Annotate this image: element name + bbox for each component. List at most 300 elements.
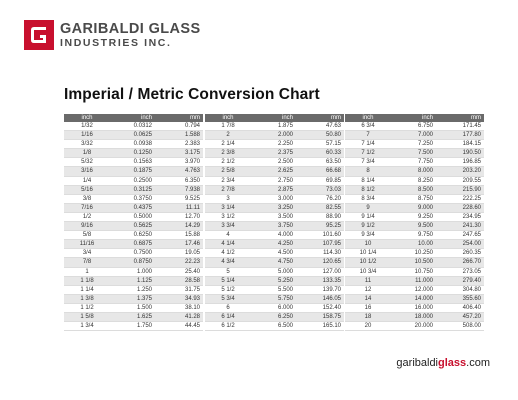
cell-mm: 7.938: [155, 185, 203, 194]
table-row: [345, 131, 484, 140]
cell-inch-decimal: 3.250: [251, 203, 296, 212]
cell-mm: 25.40: [155, 267, 203, 276]
cell-mm: 28.58: [155, 276, 203, 285]
table-row: [205, 267, 344, 276]
cell-mm: 260.35: [436, 249, 484, 258]
cell-inch-fraction: 1 1/8: [64, 276, 110, 285]
cell-inch-fraction: 18: [345, 312, 391, 321]
cell-inch-decimal: 7.500: [391, 149, 436, 158]
cell-inch-fraction: 1/8: [64, 149, 110, 158]
cell-inch-decimal: 10.500: [391, 258, 436, 267]
cell-mm: 165.10: [296, 322, 344, 331]
cell-inch-fraction: 9: [345, 203, 391, 212]
table-row: [205, 194, 344, 203]
cell-inch-decimal: 0.3750: [110, 194, 155, 203]
cell-inch-fraction: 8 3/4: [345, 194, 391, 203]
table-row: [64, 231, 203, 240]
cell-inch-fraction: 5/32: [64, 158, 110, 167]
cell-mm: 114.30: [296, 249, 344, 258]
table-row: [64, 312, 203, 321]
cell-mm: 12.70: [155, 212, 203, 221]
header-inch-fraction: inch: [205, 114, 251, 122]
table-row: [345, 294, 484, 303]
cell-mm: 139.70: [296, 285, 344, 294]
cell-mm: 0.794: [155, 122, 203, 131]
cell-mm: 4.763: [155, 167, 203, 176]
table-row: [345, 212, 484, 221]
cell-inch-fraction: 1/32: [64, 122, 110, 131]
cell-inch-decimal: 6.000: [251, 303, 296, 312]
cell-inch-fraction: 8 1/4: [345, 176, 391, 185]
table-row: [64, 167, 203, 176]
cell-inch-fraction: 7/16: [64, 203, 110, 212]
table-row: [64, 158, 203, 167]
table-row: [205, 322, 344, 331]
table-header-row: [64, 114, 203, 122]
cell-inch-fraction: 10 3/4: [345, 267, 391, 276]
cell-inch-fraction: 2 1/4: [205, 140, 251, 149]
cell-inch-fraction: 4 1/4: [205, 240, 251, 249]
cell-mm: 196.85: [436, 158, 484, 167]
cell-inch-decimal: 1.125: [110, 276, 155, 285]
cell-inch-fraction: 7/8: [64, 258, 110, 267]
cell-inch-fraction: 9 3/4: [345, 231, 391, 240]
cell-mm: 222.25: [436, 194, 484, 203]
cell-inch-decimal: 5.000: [251, 267, 296, 276]
table-row: [345, 185, 484, 194]
cell-mm: 17.46: [155, 240, 203, 249]
cell-mm: 304.80: [436, 285, 484, 294]
cell-mm: 355.60: [436, 294, 484, 303]
cell-inch-decimal: 18.000: [391, 312, 436, 321]
cell-inch-fraction: 20: [345, 322, 391, 331]
garibaldi-logo-icon: [24, 20, 54, 50]
table-row: [205, 149, 344, 158]
cell-inch-decimal: 8.750: [391, 194, 436, 203]
cell-inch-decimal: 16.000: [391, 303, 436, 312]
website-link[interactable]: [396, 357, 490, 369]
header-inch-fraction: inch: [64, 114, 110, 122]
cell-inch-fraction: 9 1/4: [345, 212, 391, 221]
table-row: [205, 122, 344, 131]
cell-inch-fraction: 12: [345, 285, 391, 294]
table-row: [345, 231, 484, 240]
table-row: [205, 176, 344, 185]
header-inch-decimal: inch: [110, 114, 155, 122]
table-row: [205, 294, 344, 303]
cell-mm: 177.80: [436, 131, 484, 140]
cell-inch-fraction: 4 3/4: [205, 258, 251, 267]
cell-inch-fraction: 7 1/4: [345, 140, 391, 149]
table-row: [345, 203, 484, 212]
cell-inch-fraction: 7 3/4: [345, 158, 391, 167]
cell-inch-fraction: 2 3/4: [205, 176, 251, 185]
cell-mm: 241.30: [436, 222, 484, 231]
cell-inch-decimal: 8.250: [391, 176, 436, 185]
cell-mm: 38.10: [155, 303, 203, 312]
table-row: [205, 312, 344, 321]
cell-inch-decimal: 2.875: [251, 185, 296, 194]
cell-inch-decimal: 2.625: [251, 167, 296, 176]
cell-mm: 215.90: [436, 185, 484, 194]
table-row: [345, 140, 484, 149]
cell-inch-decimal: 6.250: [251, 312, 296, 321]
cell-inch-decimal: 1.875: [251, 122, 296, 131]
cell-inch-decimal: 0.1875: [110, 167, 155, 176]
cell-mm: 209.55: [436, 176, 484, 185]
cell-inch-fraction: 1 5/8: [64, 312, 110, 321]
cell-inch-decimal: 4.000: [251, 231, 296, 240]
cell-inch-decimal: 0.5625: [110, 222, 155, 231]
cell-mm: 184.15: [436, 140, 484, 149]
cell-inch-fraction: 5 1/2: [205, 285, 251, 294]
cell-mm: 3.175: [155, 149, 203, 158]
table-row: [345, 222, 484, 231]
cell-inch-fraction: 9/16: [64, 222, 110, 231]
cell-inch-fraction: 7: [345, 131, 391, 140]
header-mm: mm: [155, 114, 203, 122]
table-row: [345, 285, 484, 294]
table-row: [345, 167, 484, 176]
cell-mm: 34.93: [155, 294, 203, 303]
cell-inch-fraction: 5/16: [64, 185, 110, 194]
cell-mm: 146.05: [296, 294, 344, 303]
table-row: [64, 222, 203, 231]
cell-mm: 457.20: [436, 312, 484, 321]
cell-inch-decimal: 2.750: [251, 176, 296, 185]
cell-inch-fraction: 6 3/4: [345, 122, 391, 131]
cell-inch-decimal: 1.375: [110, 294, 155, 303]
cell-mm: 60.33: [296, 149, 344, 158]
cell-mm: 228.60: [436, 203, 484, 212]
table-row: [205, 303, 344, 312]
table-row: [345, 276, 484, 285]
table-row: [64, 203, 203, 212]
cell-inch-fraction: 10 1/2: [345, 258, 391, 267]
cell-mm: 82.55: [296, 203, 344, 212]
cell-inch-fraction: 1 3/8: [64, 294, 110, 303]
table-row: [345, 258, 484, 267]
website-link-prefix: garibaldi: [396, 357, 439, 369]
cell-inch-fraction: 2 7/8: [205, 185, 251, 194]
cell-inch-decimal: 10.00: [391, 240, 436, 249]
cell-inch-fraction: 3 1/2: [205, 212, 251, 221]
cell-inch-decimal: 0.0312: [110, 122, 155, 131]
cell-mm: 73.03: [296, 185, 344, 194]
table-row: [345, 312, 484, 321]
table-row: [64, 276, 203, 285]
cell-mm: 57.15: [296, 140, 344, 149]
cell-inch-decimal: 5.250: [251, 276, 296, 285]
table-row: [205, 212, 344, 221]
cell-inch-fraction: 14: [345, 294, 391, 303]
cell-inch-decimal: 20.000: [391, 322, 436, 331]
cell-inch-decimal: 4.750: [251, 258, 296, 267]
cell-inch-fraction: 3: [205, 194, 251, 203]
cell-inch-fraction: 7 1/2: [345, 149, 391, 158]
cell-mm: 63.50: [296, 158, 344, 167]
cell-mm: 234.95: [436, 212, 484, 221]
table-row: [345, 158, 484, 167]
cell-mm: 95.25: [296, 222, 344, 231]
table-row: [205, 222, 344, 231]
cell-inch-decimal: 0.0938: [110, 140, 155, 149]
table-row: [205, 203, 344, 212]
cell-inch-decimal: 6.750: [391, 122, 436, 131]
cell-mm: 2.383: [155, 140, 203, 149]
table-row: [64, 185, 203, 194]
table-row: [205, 258, 344, 267]
table-row: [64, 258, 203, 267]
cell-inch-fraction: 1 7/8: [205, 122, 251, 131]
cell-mm: 279.40: [436, 276, 484, 285]
brand-name-line1: GARIBALDI GLASS: [60, 20, 201, 37]
cell-mm: 508.00: [436, 322, 484, 331]
cell-inch-decimal: 1.625: [110, 312, 155, 321]
table-row: [205, 249, 344, 258]
cell-mm: 19.05: [155, 249, 203, 258]
cell-inch-decimal: 14.000: [391, 294, 436, 303]
cell-inch-decimal: 6.500: [251, 322, 296, 331]
cell-mm: 88.90: [296, 212, 344, 221]
cell-inch-fraction: 1/2: [64, 212, 110, 221]
cell-mm: 76.20: [296, 194, 344, 203]
cell-inch-decimal: 11.000: [391, 276, 436, 285]
cell-inch-decimal: 10.250: [391, 249, 436, 258]
cell-inch-fraction: 3/16: [64, 167, 110, 176]
cell-inch-fraction: 4 1/2: [205, 249, 251, 258]
page-title: Imperial / Metric Conversion Chart: [64, 86, 320, 103]
cell-inch-decimal: 1.750: [110, 322, 155, 331]
table-row: [64, 240, 203, 249]
table-row: [64, 303, 203, 312]
cell-inch-decimal: 1.250: [110, 285, 155, 294]
cell-inch-fraction: 11: [345, 276, 391, 285]
cell-inch-fraction: 5: [205, 267, 251, 276]
cell-inch-decimal: 2.250: [251, 140, 296, 149]
cell-inch-decimal: 0.1563: [110, 158, 155, 167]
table-row: [345, 176, 484, 185]
cell-inch-fraction: 3 1/4: [205, 203, 251, 212]
table-row: [205, 131, 344, 140]
cell-inch-fraction: 11/16: [64, 240, 110, 249]
website-link-accent: glass: [438, 357, 467, 369]
cell-mm: 69.85: [296, 176, 344, 185]
cell-inch-fraction: 2: [205, 131, 251, 140]
table-row: [345, 249, 484, 258]
table-header-row: [345, 114, 484, 122]
cell-mm: 120.65: [296, 258, 344, 267]
cell-inch-fraction: 10 1/4: [345, 249, 391, 258]
cell-inch-fraction: 1/16: [64, 131, 110, 140]
table-header-row: [205, 114, 344, 122]
cell-inch-decimal: 9.250: [391, 212, 436, 221]
cell-inch-decimal: 2.375: [251, 149, 296, 158]
cell-inch-fraction: 2 3/8: [205, 149, 251, 158]
cell-inch-decimal: 0.1250: [110, 149, 155, 158]
cell-mm: 6.350: [155, 176, 203, 185]
cell-inch-decimal: 0.5000: [110, 212, 155, 221]
table-row: [345, 122, 484, 131]
header-inch-fraction: inch: [345, 114, 391, 122]
cell-inch-fraction: 6: [205, 303, 251, 312]
cell-inch-decimal: 0.7500: [110, 249, 155, 258]
cell-inch-fraction: 3/8: [64, 194, 110, 203]
table-row: [345, 267, 484, 276]
cell-inch-decimal: 7.250: [391, 140, 436, 149]
cell-mm: 107.95: [296, 240, 344, 249]
table-row: [205, 185, 344, 194]
cell-mm: 14.29: [155, 222, 203, 231]
header-inch-decimal: inch: [391, 114, 436, 122]
conversion-table-1: [64, 114, 203, 331]
cell-inch-decimal: 7.750: [391, 158, 436, 167]
cell-mm: 127.00: [296, 267, 344, 276]
table-row: [345, 194, 484, 203]
cell-inch-fraction: 8 1/2: [345, 185, 391, 194]
cell-mm: 1.588: [155, 131, 203, 140]
cell-inch-fraction: 5/8: [64, 231, 110, 240]
cell-inch-decimal: 9.750: [391, 231, 436, 240]
cell-inch-fraction: 16: [345, 303, 391, 312]
cell-inch-fraction: 5 1/4: [205, 276, 251, 285]
cell-inch-decimal: 0.3125: [110, 185, 155, 194]
cell-inch-fraction: 1 3/4: [64, 322, 110, 331]
table-row: [64, 294, 203, 303]
cell-inch-decimal: 8.500: [391, 185, 436, 194]
cell-mm: 133.35: [296, 276, 344, 285]
cell-inch-decimal: 5.750: [251, 294, 296, 303]
cell-mm: 31.75: [155, 285, 203, 294]
table-row: [205, 158, 344, 167]
cell-inch-fraction: 2 5/8: [205, 167, 251, 176]
cell-inch-decimal: 2.000: [251, 131, 296, 140]
cell-inch-decimal: 3.000: [251, 194, 296, 203]
table-row: [205, 276, 344, 285]
cell-mm: 15.88: [155, 231, 203, 240]
table-row: [345, 303, 484, 312]
cell-inch-decimal: 12.000: [391, 285, 436, 294]
table-row: [345, 149, 484, 158]
cell-inch-decimal: 0.0625: [110, 131, 155, 140]
cell-inch-decimal: 3.500: [251, 212, 296, 221]
cell-mm: 50.80: [296, 131, 344, 140]
cell-mm: 22.23: [155, 258, 203, 267]
header-mm: mm: [436, 114, 484, 122]
cell-inch-decimal: 3.750: [251, 222, 296, 231]
table-row: [345, 322, 484, 331]
cell-inch-fraction: 8: [345, 167, 391, 176]
brand-name-line2: INDUSTRIES INC.: [60, 37, 172, 49]
table-row: [64, 131, 203, 140]
cell-inch-decimal: 1.000: [110, 267, 155, 276]
table-row: [205, 167, 344, 176]
table-row: [345, 240, 484, 249]
cell-mm: 406.40: [436, 303, 484, 312]
header-inch-decimal: inch: [251, 114, 296, 122]
table-row: [205, 231, 344, 240]
table-row: [64, 140, 203, 149]
conversion-table-3: [345, 114, 484, 331]
cell-inch-fraction: 1 1/4: [64, 285, 110, 294]
cell-inch-fraction: 9 1/2: [345, 222, 391, 231]
cell-inch-decimal: 4.500: [251, 249, 296, 258]
cell-inch-decimal: 10.750: [391, 267, 436, 276]
cell-inch-decimal: 0.4375: [110, 203, 155, 212]
cell-inch-decimal: 5.500: [251, 285, 296, 294]
cell-inch-decimal: 9.500: [391, 222, 436, 231]
cell-mm: 247.65: [436, 231, 484, 240]
cell-mm: 3.970: [155, 158, 203, 167]
cell-inch-decimal: 2.500: [251, 158, 296, 167]
cell-inch-decimal: 0.6250: [110, 231, 155, 240]
table-row: [64, 285, 203, 294]
website-link-suffix: .com: [466, 357, 490, 369]
table-row: [205, 240, 344, 249]
cell-mm: 203.20: [436, 167, 484, 176]
table-row: [64, 212, 203, 221]
cell-mm: 44.45: [155, 322, 203, 331]
cell-inch-fraction: 1/4: [64, 176, 110, 185]
cell-inch-fraction: 6 1/2: [205, 322, 251, 331]
cell-inch-fraction: 6 1/4: [205, 312, 251, 321]
cell-inch-decimal: 8.000: [391, 167, 436, 176]
cell-mm: 254.00: [436, 240, 484, 249]
cell-inch-decimal: 0.6875: [110, 240, 155, 249]
table-row: [64, 122, 203, 131]
table-row: [205, 285, 344, 294]
table-row: [64, 149, 203, 158]
header-mm: mm: [296, 114, 344, 122]
cell-inch-fraction: 10: [345, 240, 391, 249]
cell-inch-decimal: 9.000: [391, 203, 436, 212]
table-row: [64, 267, 203, 276]
cell-mm: 152.40: [296, 303, 344, 312]
cell-inch-decimal: 4.250: [251, 240, 296, 249]
table-row: [205, 140, 344, 149]
cell-mm: 190.50: [436, 149, 484, 158]
table-row: [64, 194, 203, 203]
cell-inch-fraction: 1: [64, 267, 110, 276]
cell-mm: 41.28: [155, 312, 203, 321]
cell-inch-fraction: 5 3/4: [205, 294, 251, 303]
cell-inch-fraction: 1 1/2: [64, 303, 110, 312]
cell-mm: 11.11: [155, 203, 203, 212]
cell-inch-fraction: 3 3/4: [205, 222, 251, 231]
cell-mm: 47.63: [296, 122, 344, 131]
cell-inch-fraction: 2 1/2: [205, 158, 251, 167]
table-row: [64, 176, 203, 185]
cell-mm: 158.75: [296, 312, 344, 321]
cell-inch-decimal: 0.8750: [110, 258, 155, 267]
cell-inch-decimal: 0.2500: [110, 176, 155, 185]
cell-mm: 66.68: [296, 167, 344, 176]
cell-mm: 273.05: [436, 267, 484, 276]
brand-name: [60, 22, 201, 49]
cell-inch-fraction: 3/32: [64, 140, 110, 149]
cell-inch-fraction: 4: [205, 231, 251, 240]
cell-mm: 266.70: [436, 258, 484, 267]
cell-mm: 9.525: [155, 194, 203, 203]
cell-mm: 171.45: [436, 122, 484, 131]
cell-mm: 101.60: [296, 231, 344, 240]
cell-inch-fraction: 3/4: [64, 249, 110, 258]
cell-inch-decimal: 7.000: [391, 131, 436, 140]
cell-inch-decimal: 1.500: [110, 303, 155, 312]
brand-logo: [24, 20, 201, 50]
conversion-table-2: [205, 114, 344, 331]
table-row: [64, 249, 203, 258]
